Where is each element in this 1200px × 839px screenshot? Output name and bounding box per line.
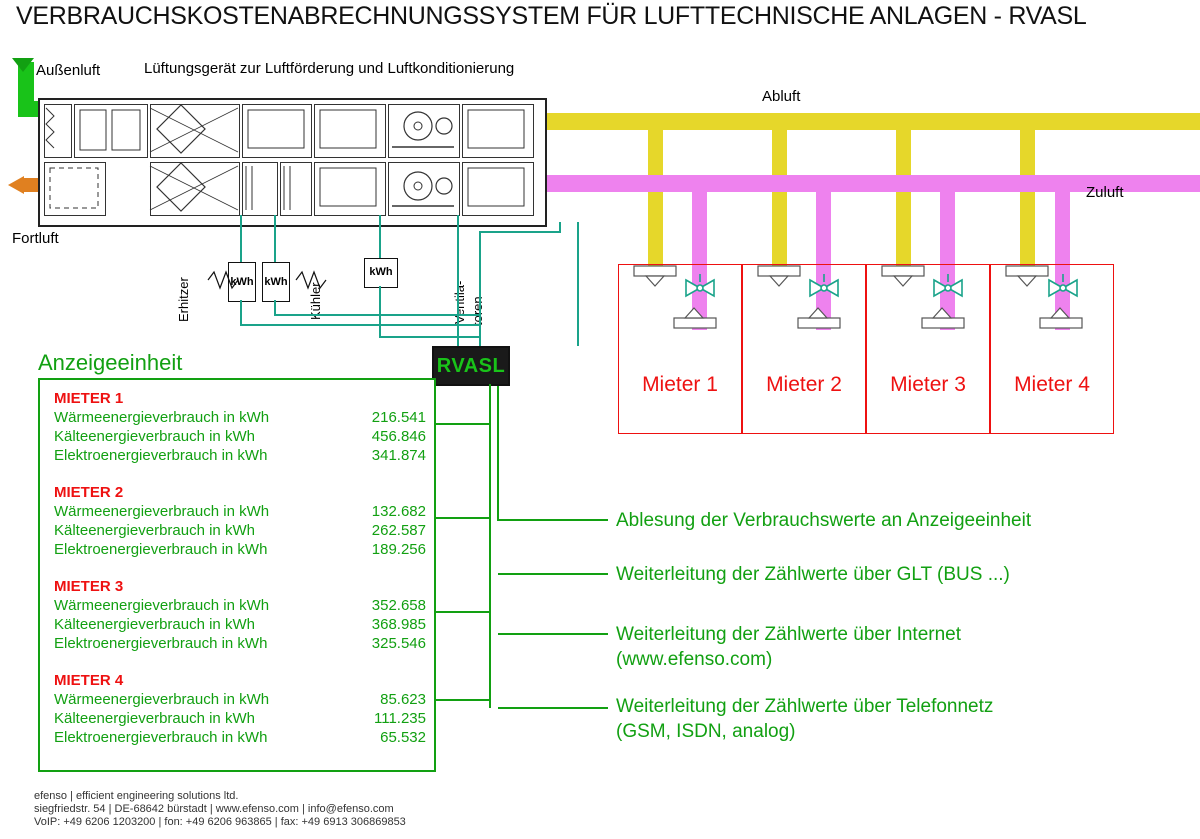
label-cooler: Kühler (308, 282, 323, 320)
reading-value: 262.587 (371, 522, 426, 539)
reading-electric (54, 446, 426, 465)
rvasl-label: RVASL (436, 355, 506, 377)
room-terminal-devices (612, 258, 1122, 348)
reading-value: 85.623 (380, 691, 426, 708)
reading-cold (54, 709, 426, 728)
reading-cold (54, 521, 426, 540)
tenant-readout-3 (54, 578, 426, 653)
page-title: VERBRAUCHSKOSTENABRECHNUNGSSYSTEM FÜR LUFTTECHNISCHE ANLAGEN - RVASL (16, 2, 1087, 30)
tenant-room-label: Mieter 4 (1014, 373, 1090, 396)
notes-bus-wiring (490, 386, 620, 726)
label-fans-line2: toren (470, 296, 485, 326)
note-4 (616, 694, 993, 744)
reading-label: Wärmeenergieverbrauch in kWh (54, 597, 270, 614)
tenant-name: MIETER 4 (54, 672, 124, 689)
note-text: Weiterleitung der Zählwerte über Telefonnetz (616, 696, 994, 717)
reading-electric (54, 728, 426, 747)
reading-value: 111.235 (374, 710, 426, 727)
reading-value: 216.541 (371, 409, 426, 426)
meter-label: kWh (230, 276, 254, 288)
reading-cold (54, 427, 426, 446)
label-extract-air: Fortluft (12, 230, 59, 247)
note-text: Weiterleitung der Zählwerte über GLT (BUS ...) (616, 564, 1010, 585)
reading-label: Kälteenergieverbrauch in kWh (54, 710, 255, 727)
exhaust-duct-branch-4 (1020, 113, 1035, 273)
reading-label: Kälteenergieverbrauch in kWh (54, 522, 255, 539)
display-unit-panel (38, 378, 436, 772)
rvasl-controller[interactable] (432, 346, 510, 386)
outside-air-arrow-icon (12, 58, 34, 72)
note-3 (616, 622, 961, 672)
footer-line-2: siegfriedstr. 54 | DE-68642 bürstadt | www.efenso.com | info@efenso.com (34, 803, 394, 815)
footer-line-3: VoIP: +49 6206 1203200 | fon: +49 6206 963865 | fax: +49 6913 306869853 (34, 816, 406, 828)
note-text: Ablesung der Verbrauchswerte an Anzeigeeinheit (616, 510, 1032, 531)
reading-label: Elektroenergieverbrauch in kWh (54, 447, 268, 464)
reading-value: 325.546 (371, 635, 426, 652)
reading-value: 189.256 (371, 541, 426, 558)
reading-label: Wärmeenergieverbrauch in kWh (54, 409, 270, 426)
tenant-name: MIETER 1 (54, 390, 124, 407)
meter-label: kWh (369, 266, 393, 278)
air-handling-unit (38, 98, 547, 227)
label-fans-line1: Ventila- (452, 280, 467, 324)
reading-electric (54, 634, 426, 653)
reading-value: 456.846 (371, 428, 426, 445)
note-text-secondary: (www.efenso.com) (616, 649, 773, 670)
display-unit-title: Anzeigeeinheit (38, 350, 183, 375)
note-1 (616, 508, 1031, 533)
reading-value: 341.874 (371, 447, 426, 464)
ahu-to-controller-wiring (460, 222, 600, 352)
reading-label: Wärmeenergieverbrauch in kWh (54, 691, 270, 708)
extract-air-arrow-icon (8, 176, 24, 194)
tenant-readout-4 (54, 672, 426, 747)
tenant-readout-1 (54, 390, 426, 465)
reading-label: Wärmeenergieverbrauch in kWh (54, 503, 270, 520)
meter-label: kWh (264, 276, 288, 288)
reading-label: Kälteenergieverbrauch in kWh (54, 616, 255, 633)
reading-heat (54, 596, 426, 615)
note-text: Weiterleitung der Zählwerte über Internet (616, 624, 961, 645)
reading-label: Elektroenergieverbrauch in kWh (54, 729, 268, 746)
tenant-name: MIETER 3 (54, 578, 124, 595)
reading-value: 132.682 (371, 503, 426, 520)
exhaust-duct-branch-2 (772, 113, 787, 273)
tenant-room-label: Mieter 3 (890, 373, 966, 396)
note-text-secondary: (GSM, ISDN, analog) (616, 721, 796, 742)
tenant-room-label: Mieter 1 (642, 373, 718, 396)
tenant-name: MIETER 2 (54, 484, 124, 501)
tenant-readout-2 (54, 484, 426, 559)
reading-heat (54, 408, 426, 427)
label-ahu-caption: Lüftungsgerät zur Luftförderung und Luftkonditionierung (144, 60, 515, 77)
reading-cold (54, 615, 426, 634)
label-outside-air: Außenluft (36, 62, 101, 79)
reading-label: Elektroenergieverbrauch in kWh (54, 541, 268, 558)
tenant-room-label: Mieter 2 (766, 373, 842, 396)
reading-value: 65.532 (380, 729, 426, 746)
reading-heat (54, 502, 426, 521)
footer-line-1: efenso | efficient engineering solutions ltd. (34, 790, 239, 802)
reading-label: Elektroenergieverbrauch in kWh (54, 635, 268, 652)
label-supply-air: Zuluft (1086, 184, 1124, 201)
reading-heat (54, 690, 426, 709)
exhaust-duct-branch-1 (648, 113, 663, 273)
ahu-internal-drawing (40, 100, 545, 225)
reading-value: 368.985 (371, 616, 426, 633)
exhaust-duct-main (540, 113, 1200, 130)
label-heater: Erhitzer (176, 277, 191, 322)
label-exhaust-air: Abluft (762, 88, 801, 105)
exhaust-duct-branch-3 (896, 113, 911, 273)
note-2 (616, 562, 1010, 587)
reading-label: Kälteenergieverbrauch in kWh (54, 428, 255, 445)
reading-value: 352.658 (371, 597, 426, 614)
reading-electric (54, 540, 426, 559)
footer (34, 790, 406, 829)
